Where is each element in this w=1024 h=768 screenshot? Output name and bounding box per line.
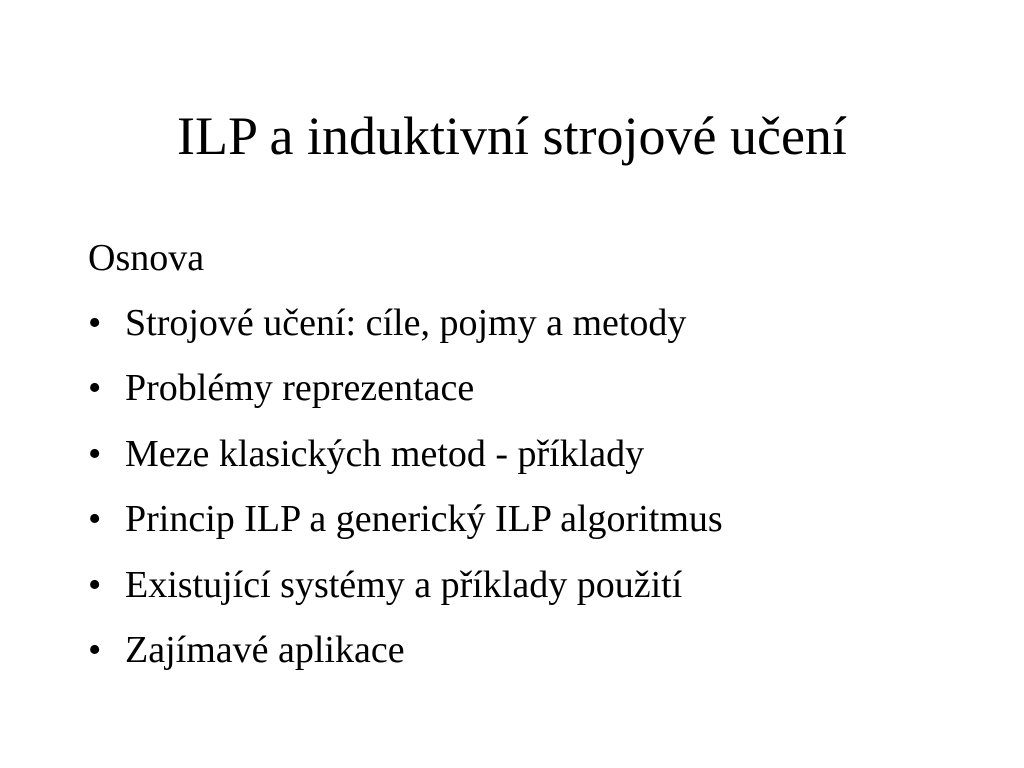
list-item	[88, 428, 988, 480]
list-item-text: Existující systémy a příklady použití	[125, 563, 683, 606]
list-item-text: Princip ILP a generický ILP algoritmus	[125, 498, 723, 541]
outline-heading: Osnova	[88, 237, 205, 279]
slide-content	[88, 232, 988, 689]
list-item-text: Strojové učení: cíle, pojmy a metody	[125, 302, 687, 344]
list-item-text: Meze klasických metod - příklady	[125, 432, 645, 475]
bullet-icon: •	[88, 628, 102, 671]
slide-title: ILP a induktivní strojové učení	[177, 106, 847, 166]
list-item	[88, 624, 988, 676]
bullet-icon: •	[88, 302, 102, 344]
list-item	[88, 559, 988, 611]
bullet-list	[88, 297, 988, 676]
list-item-text: Zajímavé aplikace	[125, 628, 405, 671]
bullet-icon: •	[88, 563, 102, 606]
bullet-icon: •	[88, 367, 102, 410]
bullet-icon: •	[88, 498, 102, 541]
list-item	[88, 493, 988, 545]
bullet-icon: •	[88, 432, 102, 475]
list-item-text: Problémy reprezentace	[125, 367, 475, 410]
list-item	[88, 297, 988, 349]
list-item	[88, 362, 988, 414]
